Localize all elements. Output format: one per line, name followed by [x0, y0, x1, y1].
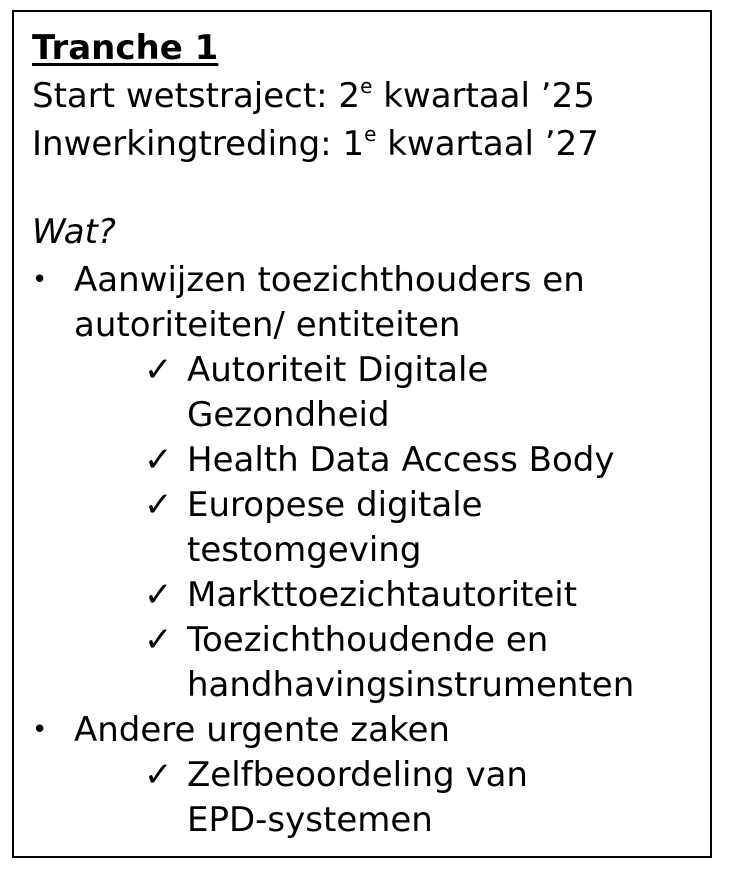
checkmark-icon: ✓ [144, 440, 173, 480]
item-autoriteit-line-1: Autoriteit Digitale [187, 350, 489, 390]
bullet-1-line-2: autoriteiten/ entiteiten [74, 305, 461, 345]
item-zelfbeoordeling-line-2: EPD-systemen [187, 800, 433, 840]
item-testomgeving-line-1: Europese digitale [187, 485, 483, 525]
item-toezicht-line-2: handhavingsinstrumenten [187, 665, 635, 705]
item-hdab: Health Data Access Body [187, 440, 615, 480]
item-markttoezicht: Markttoezichtautoriteit [187, 575, 578, 615]
bullet-icon: • [32, 715, 48, 745]
start-label: Start wetstraject: 2 [32, 76, 361, 116]
item-toezicht-line-1: Toezichthoudende en [187, 620, 549, 660]
what-heading: Wat? [32, 212, 116, 252]
bullet-1-line-1: Aanwijzen toezichthouders en [74, 260, 585, 300]
tranche-box [12, 10, 712, 858]
checkmark-icon: ✓ [144, 575, 173, 615]
bullet-icon: • [32, 265, 48, 295]
checkmark-icon: ✓ [144, 350, 173, 390]
item-autoriteit-line-2: Gezondheid [187, 395, 390, 435]
checkmark-icon: ✓ [144, 620, 173, 660]
checkmark-icon: ✓ [144, 755, 173, 795]
effective-sup: e [364, 122, 377, 146]
effective-label: Inwerkingtreding: 1 [32, 124, 365, 164]
tranche-title: Tranche 1 [32, 28, 219, 68]
start-rest: kwartaal ’25 [372, 76, 595, 116]
start-sup: e [360, 74, 373, 98]
effective-line [32, 124, 599, 164]
item-zelfbeoordeling-line-1: Zelfbeoordeling van [187, 755, 528, 795]
checkmark-icon: ✓ [144, 485, 173, 525]
start-line [32, 76, 595, 116]
item-testomgeving-line-2: testomgeving [187, 530, 422, 570]
effective-rest: kwartaal ’27 [376, 124, 599, 164]
bullet-2-line-1: Andere urgente zaken [74, 710, 450, 750]
